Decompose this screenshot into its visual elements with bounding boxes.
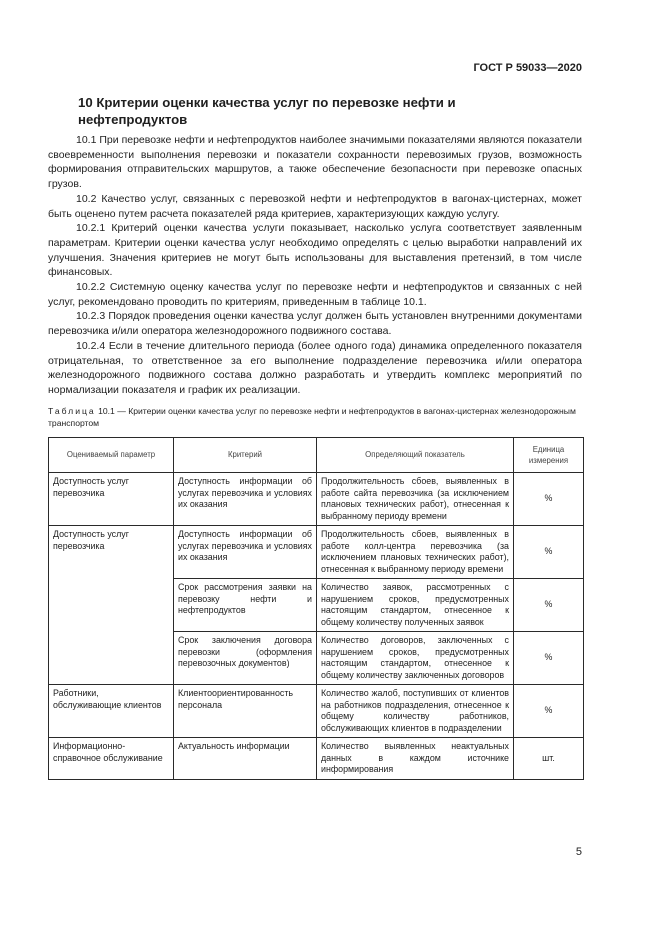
cell-indicator: Количество договоров, заключенных с нарушением сроков, предусмотренных настоящим стандартом, отнесенное к общему количеству заключенных договоров [317, 632, 514, 685]
table-row [49, 473, 584, 526]
paragraph: 10.2.3 Порядок проведения оценки качества услуг должен быть установлен внутренними документами перевозчика и/или оператора железнодорожного подвижного состава. [48, 310, 582, 338]
cell-unit: % [514, 579, 584, 632]
column-header-indicator: Определяющий показатель [317, 438, 514, 473]
section-title: 10 Критерии оценки качества услуг по перевозке нефти и нефтепродуктов [78, 95, 456, 127]
cell-indicator: Количество жалоб, поступивших от клиентов на работников подразделения, отнесенное к общему количеству работников, обслуживающих клиентов в подразделении [317, 685, 514, 738]
cell-parameter: Доступность услуг перевозчика [49, 526, 174, 579]
table-caption [48, 405, 584, 429]
table-caption-label: Таблица [48, 406, 96, 416]
criteria-table [48, 437, 584, 780]
document-id: ГОСТ Р 59033—2020 [473, 62, 582, 74]
cell-parameter [49, 579, 174, 632]
section-body [48, 133, 582, 398]
cell-indicator: Продолжительность сбоев, выявленных в работе сайта перевозчика (за исключением плановых технических работ), отнесенная к выбранному периоду времени [317, 473, 514, 526]
column-header-parameter: Оцениваемый параметр [49, 438, 174, 473]
cell-criterion: Доступность информации об услугах перевозчика и условиях их оказания [174, 473, 317, 526]
table-header-row [49, 438, 584, 473]
cell-indicator: Количество заявок, рассмотренных с нарушением сроков, предусмотренных настоящим стандартом, отнесенное к общему количеству полученных заявок [317, 579, 514, 632]
cell-parameter: Информационно-справочное обслуживание [49, 738, 174, 780]
paragraph: 10.2.2 Системную оценку качества услуг по перевозке нефти и нефтепродуктов и связанных с ней услуг, рекомендовано проводить по критериям, приведенным в таблице 10.1. [48, 281, 582, 308]
paragraph: 10.2.1 Критерий оценки качества услуги показывает, насколько услуга соответствует заявленным параметрам. Критерии оценки качества услуг необходимо определять с целью выработки направлений их улучшения. Значения критериев не могут быть использованы для выставления претензий, в том числе финансовых. [48, 222, 582, 279]
page-number: 5 [575, 846, 582, 858]
table-caption-text: 10.1 — Критерии оценки качества услуг по перевозке нефти и нефтепродуктов в вагонах-цистернах железнодорожным транспортом [48, 406, 576, 428]
cell-criterion: Срок заключения договора перевозки (оформления перевозочных документов) [174, 632, 317, 685]
cell-unit: % [514, 473, 584, 526]
cell-parameter [49, 632, 174, 685]
cell-unit: шт. [514, 738, 584, 780]
table-row [49, 738, 584, 780]
cell-indicator: Продолжительность сбоев, выявленных в работе колл-центра перевозчика (за исключением плановых технических работ), отнесенная к выбранному периоду времени [317, 526, 514, 579]
cell-unit: % [514, 685, 584, 738]
table-row [49, 579, 584, 632]
paragraph: 10.2 Качество услуг, связанных с перевозкой нефти и нефтепродуктов в вагонах-цистернах, может быть оценено путем расчета показателей ряда критериев, характеризующих каждую услугу. [48, 192, 582, 220]
cell-parameter: Работники, обслуживающие клиентов [49, 685, 174, 738]
paragraph: 10.2.4 Если в течение длительного периода (более одного года) динамика определенного показателя отрицательная, то ответственное за его выполнение подразделение перевозчика и/или оператора железнодорожного подвижного состава должно разработать и утвердить комплекс мероприятий по нормализации показателя и график их реализации. [48, 339, 582, 396]
paragraph: 10.1 При перевозке нефти и нефтепродуктов наиболее значимыми показателями являются показатели своевременности выполнения перевозки и показатели сохранности перевозимых грузов, возможность формирования отправительских маршрутов, а также обеспечение безопасности при перевозке опасных грузов. [48, 134, 582, 191]
cell-criterion: Клиентоориентированность персонала [174, 685, 317, 738]
cell-criterion: Доступность информации об услугах перевозчика и условиях их оказания [174, 526, 317, 579]
table-row [49, 526, 584, 579]
cell-unit: % [514, 526, 584, 579]
column-header-criterion: Критерий [174, 438, 317, 473]
cell-criterion: Срок рассмотрения заявки на перевозку нефти и нефтепродуктов [174, 579, 317, 632]
cell-criterion: Актуальность информации [174, 738, 317, 780]
table-row [49, 632, 584, 685]
cell-parameter: Доступность услуг перевозчика [49, 473, 174, 526]
column-header-unit: Единица измерения [514, 438, 584, 473]
cell-indicator: Количество выявленных неактуальных данных в каждом источнике информирования [317, 738, 514, 780]
table-row [49, 685, 584, 738]
cell-unit: % [514, 632, 584, 685]
